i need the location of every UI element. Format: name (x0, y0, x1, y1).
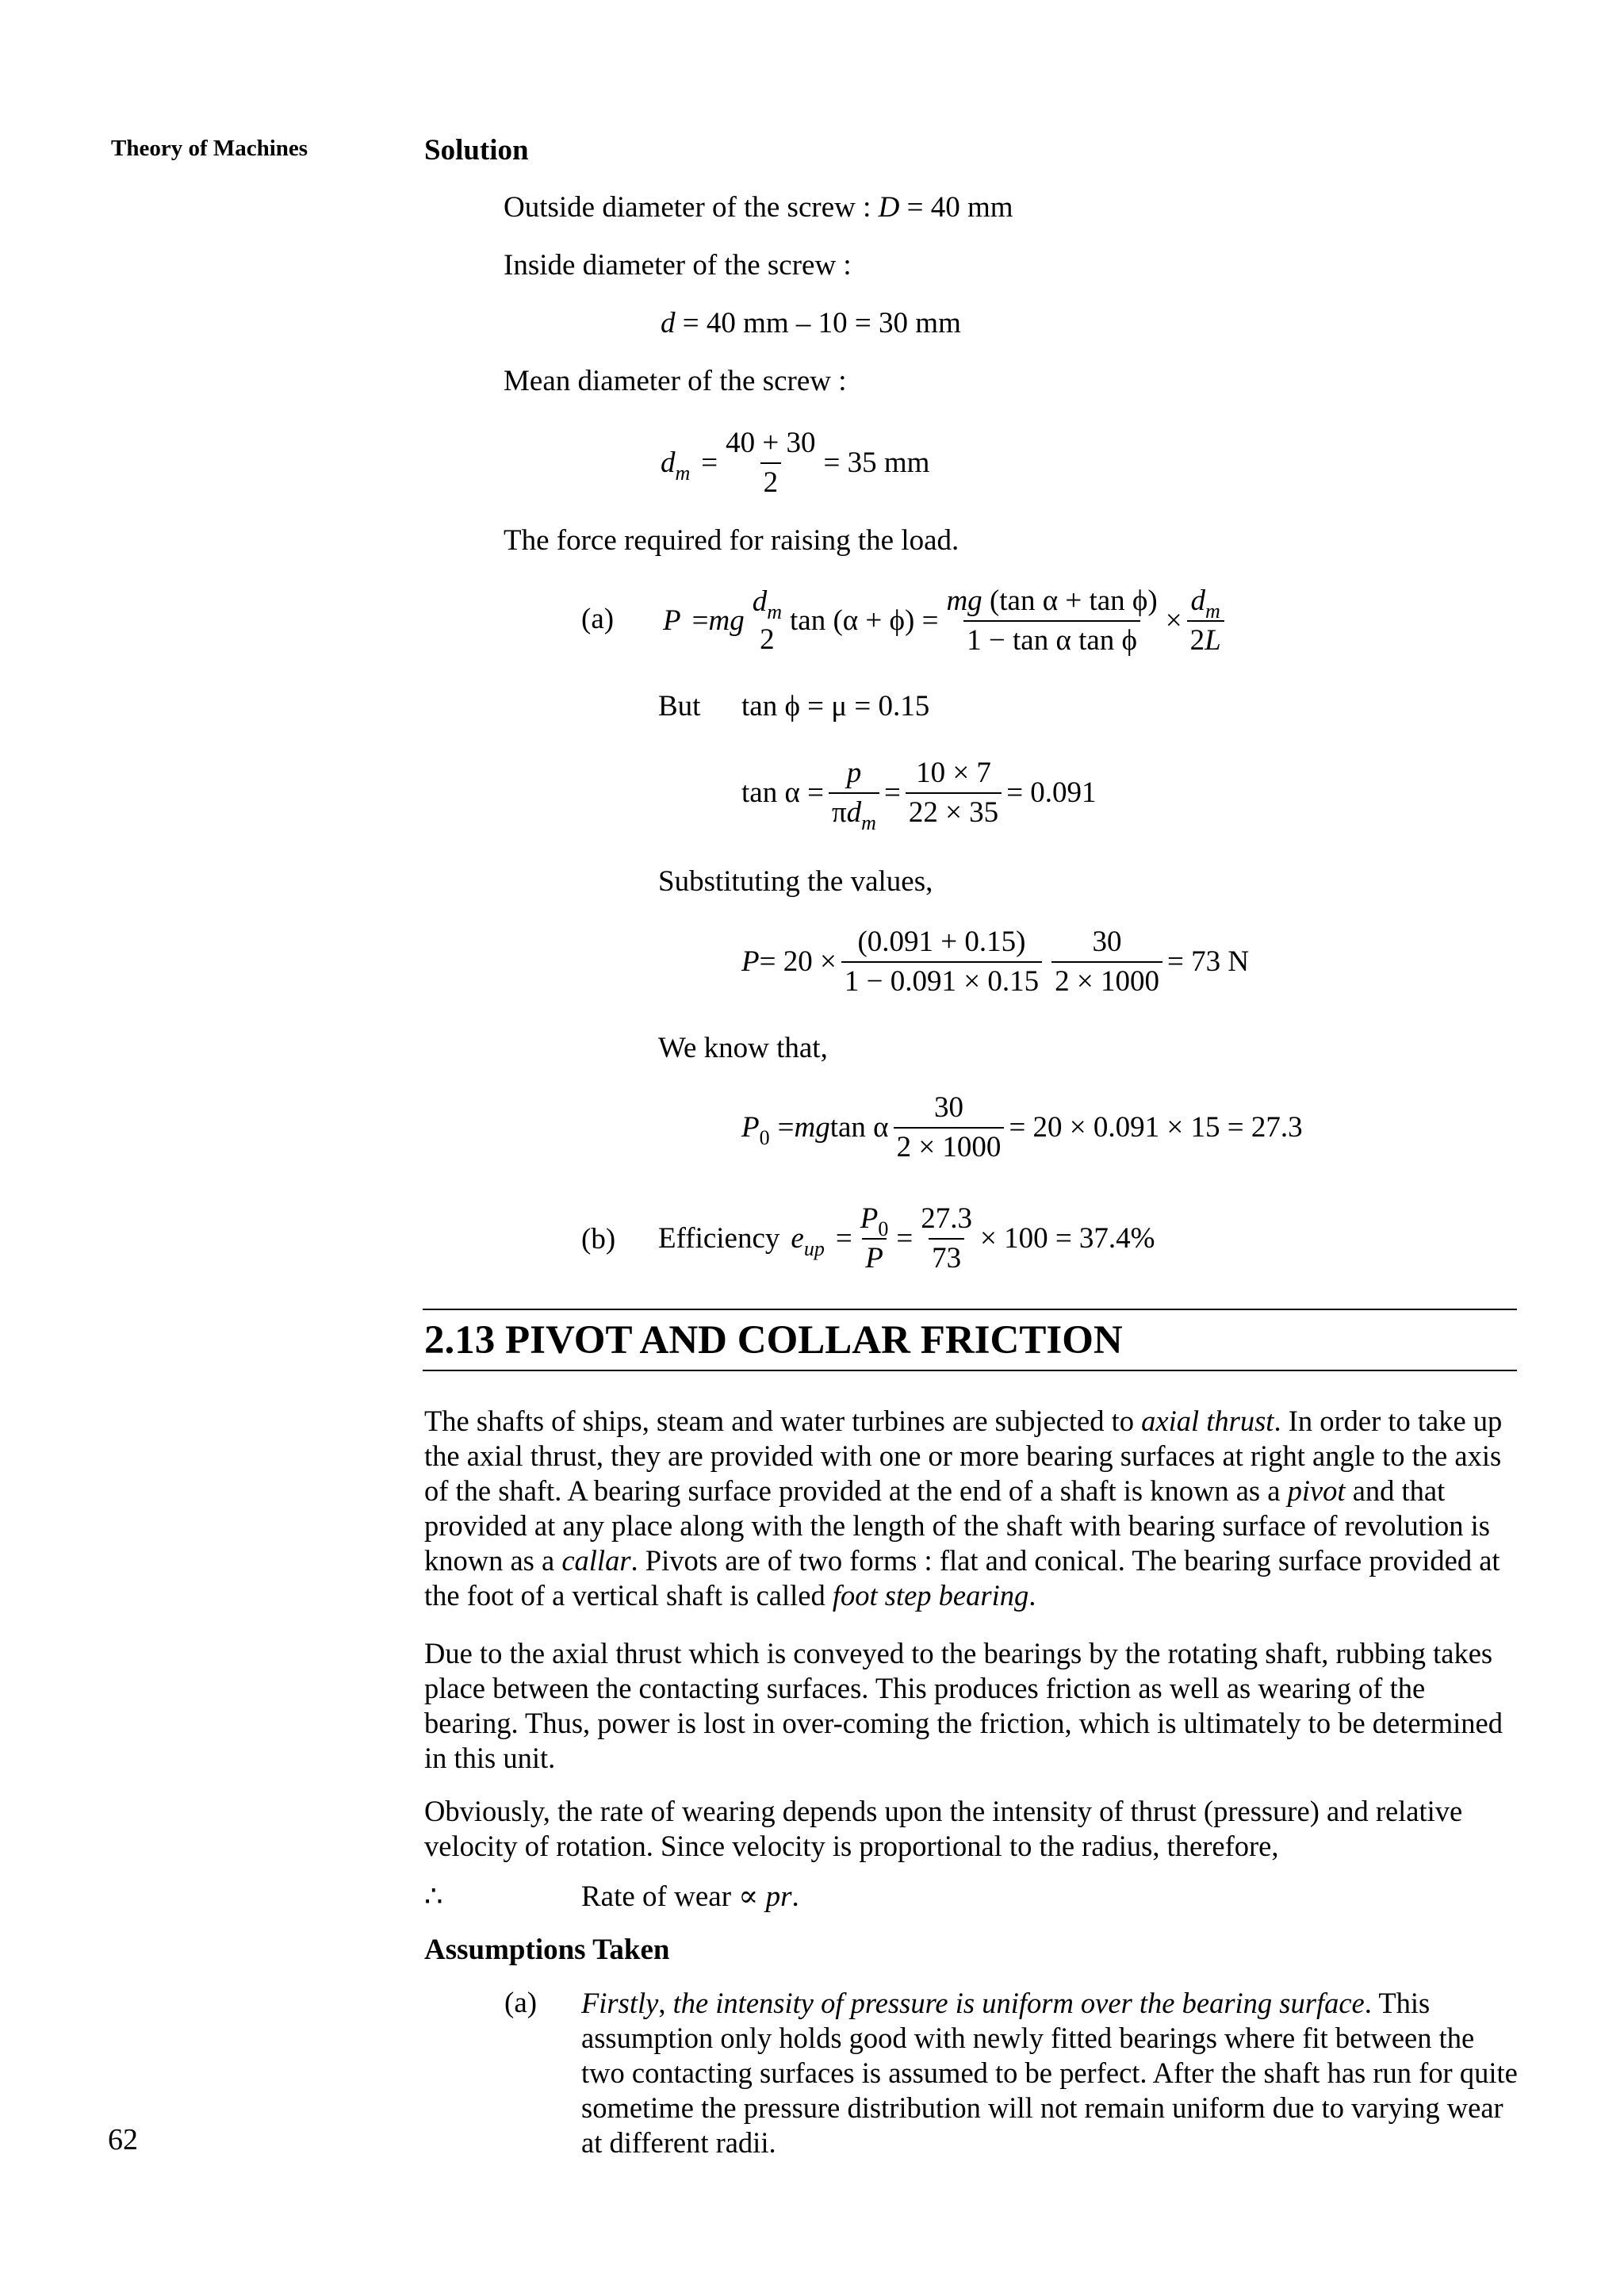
inside-diameter-label: Inside diameter of the screw : (504, 249, 852, 282)
p-fraction-1: $\frac{(0.091 + 0.15)}{1 - 0.091 \times 0.15}$ (841, 925, 1042, 999)
paragraph-1: The shafts of ships, steam and water turbines are subjected to axial thrust. In order to take up the axial thrust, they are provided with one or more bearing surfaces at right angle to the axis of the shaft. A bearing surface provided at the end of a shaft is known as a pivot and that provided at any place along with the length of the shaft with bearing surface of revolution is known as a callar. Pivots are of two forms : flat and conical. The bearing surface provided at the foot of a vertical shaft is called foot step bearing. (424, 1405, 1503, 1612)
running-head: Theory of Machines (111, 136, 308, 161)
p-lhs: P (741, 945, 760, 979)
eq-a-fraction-3: $\frac{d_m}{2L}$ (1187, 584, 1224, 657)
p0-result: = 20 × 0.091 × 15 = 27.3 (1009, 1111, 1303, 1144)
paragraph-3: Obviously, the rate of wearing depends upon the intensity of thrust (pressure) and relative velocity of rotation. Since velocity is proportional to the radius, therefore, (424, 1795, 1463, 1862)
p0-fraction: $\frac{30}{2 \times 1000}$ (894, 1091, 1005, 1164)
p0-tan: tan α (829, 1111, 889, 1144)
mean-diameter-label: Mean diameter of the screw : (504, 365, 847, 397)
outside-label: Outside diameter of the screw : (504, 191, 879, 224)
inside-value: = 40 mm – 10 = 30 mm (675, 307, 961, 339)
eq-a-fraction-1: $d_m$ 2 (752, 585, 782, 656)
efficiency-label: Efficiency (658, 1222, 780, 1255)
assumption-a-label: (a) (504, 1987, 538, 2019)
efficiency-equals: = (835, 1222, 852, 1255)
eq-a-mg: mg (708, 604, 745, 638)
assumptions-heading: Assumptions Taken (424, 1934, 670, 1966)
p0-symbol: $P_0$ (741, 1111, 770, 1150)
but-equation: tan ϕ = μ = 0.15 (741, 690, 930, 723)
dm-numerator: 40 + 30 (726, 427, 816, 460)
efficiency-fraction-1: $\frac{P_0}{P}$ (860, 1202, 889, 1274)
outside-value: = 40 mm (899, 191, 1013, 224)
tan-alpha-fraction-2: $\frac{10 \times 7}{22 \times 35}$ (906, 756, 1002, 830)
p0-mg: mg (794, 1111, 830, 1144)
substituting-text: Substituting the values, (658, 865, 933, 898)
p-result: = 73 N (1166, 945, 1250, 979)
inside-var: d (661, 307, 676, 339)
dm-equals: = (701, 447, 718, 480)
eq-a-equals: = (691, 604, 709, 638)
p0-equals: = (777, 1111, 795, 1144)
outside-diameter-line (504, 190, 1013, 225)
assumption-a-text: Firstly, the intensity of pressure is uniform over the bearing surface. This assumption only holds good with newly fitted bearings where fit between the two contacting surfaces is assumed to be perfect. After the shaft has run for quite sometime the pressure distribution will not remain uniform due to varying wear at different radii. (581, 1987, 1518, 2159)
p0-equation (741, 1088, 1303, 1167)
inside-diameter-value (661, 306, 961, 341)
efficiency-equals-2: = (896, 1222, 914, 1255)
label-a: (a) (581, 603, 615, 635)
we-know-text: We know that, (658, 1032, 828, 1064)
eq-a-fraction-2: $\frac{\text{mg (tan α + tan ϕ)}}{\text{1 − tan α tan ϕ}}$ (946, 585, 1158, 657)
solution-heading: Solution (424, 134, 529, 167)
p-value-equation (741, 922, 1249, 1002)
paragraph-2: Due to the axial thrust which is conveyed to the bearings by the rotating shaft, rubbing takes place between the contacting surfaces. This produces friction as well as wearing of the bearing. Thus, power is lost in over-coming the friction, which is ultimately to be determined in this unit. (424, 1637, 1503, 1774)
efficiency-result: × 100 = 37.4% (979, 1222, 1155, 1255)
label-b: (b) (581, 1223, 616, 1255)
section-title: 2.13 PIVOT AND COLLAR FRICTION (424, 1318, 1123, 1363)
mean-diameter-equation (661, 424, 929, 503)
outside-var: D (878, 191, 900, 224)
tan-alpha-result: = 0.091 (1006, 776, 1097, 810)
dm-fraction (722, 426, 818, 500)
dm-symbol: $d_m$ (661, 447, 691, 485)
eq-a-times: × (1165, 604, 1182, 638)
eq-a-lhs: P (663, 604, 681, 638)
therefore-symbol: ∴ (424, 1880, 443, 1913)
dm-result: = 35 mm (823, 447, 930, 480)
eq-a-tan: tan (α + ϕ) = (790, 604, 939, 638)
tan-alpha-equals: = (883, 776, 901, 810)
efficiency-fraction-2: $\frac{27.3}{73}$ (921, 1202, 972, 1274)
dm-denominator: 2 (760, 462, 782, 500)
efficiency-equation (658, 1199, 1155, 1278)
tan-alpha-fraction-1: $\frac{p}{\pi d_m}$ (829, 756, 879, 830)
eup-symbol: $e_{up}$ (791, 1222, 825, 1261)
but-label: But (658, 690, 701, 723)
p-equals: = 20 × (759, 945, 837, 979)
p-fraction-2: $\frac{30}{2 \times 1000}$ (1051, 925, 1162, 999)
equation-a (663, 581, 1229, 661)
page-number: 62 (108, 2123, 138, 2156)
force-text: The force required for raising the load. (504, 524, 959, 557)
rate-of-wear: Rate of wear ∝ pr. (581, 1880, 799, 1913)
section-rule-top (423, 1309, 1517, 1310)
section-rule-bottom (423, 1370, 1517, 1371)
tan-alpha-lhs: tan α = (741, 776, 824, 810)
tan-alpha-equation (741, 753, 1097, 833)
